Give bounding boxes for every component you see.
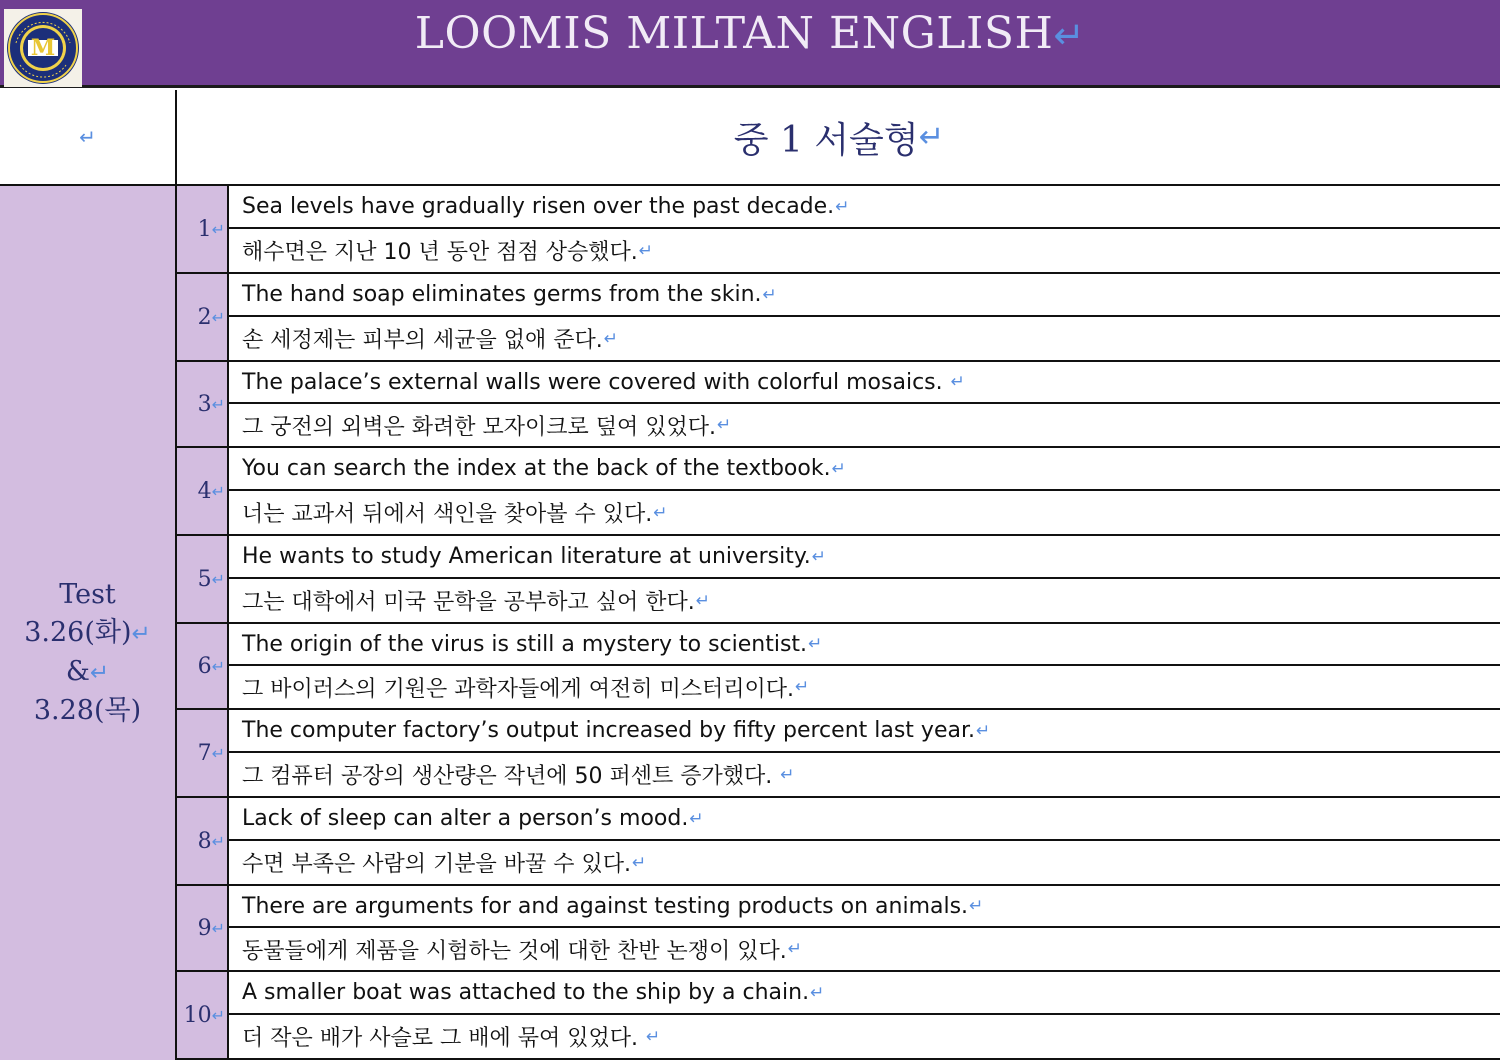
sentence-row <box>177 886 1500 972</box>
item-number: 6 ↵ <box>177 624 229 708</box>
paragraph-mark-icon: ↵ <box>632 852 647 873</box>
item-number: 8 ↵ <box>177 798 229 884</box>
korean-sentence: 너는 교과서 뒤에서 색인을 찾아볼 수 있다. ↵ <box>242 502 668 527</box>
test-date-second: 3.28(목) <box>33 695 142 726</box>
english-sentence: A smaller boat was attached to the ship by a chain. ↵ <box>229 972 1500 1015</box>
paragraph-mark-icon: ↵ <box>645 1026 661 1047</box>
sentence-row <box>177 798 1500 886</box>
item-number: 9 ↵ <box>177 886 229 970</box>
english-sentence: He wants to study American literature at university. ↵ <box>229 536 1500 579</box>
item-number: 2 ↵ <box>177 274 229 360</box>
test-info <box>24 576 151 730</box>
sentence-row <box>177 536 1500 624</box>
paragraph-mark-icon: ↵ <box>211 1005 225 1025</box>
title-row <box>0 90 1500 186</box>
sentence-row <box>177 274 1500 362</box>
english-sentence: The computer factory’s output increased by fifty percent last year. ↵ <box>229 710 1500 753</box>
item-number: 5 ↵ <box>177 536 229 622</box>
test-ampersand: &↵ <box>65 656 110 687</box>
sentence-row <box>177 362 1500 448</box>
paragraph-mark-icon: ↵ <box>975 720 991 741</box>
paragraph-mark-icon: ↵ <box>89 660 110 686</box>
test-date-cell <box>0 186 177 1060</box>
paragraph-mark-icon: ↵ <box>689 808 704 829</box>
paragraph-mark-icon: ↵ <box>717 415 732 435</box>
english-sentence: You can search the index at the back of the textbook. ↵ <box>229 448 1500 491</box>
logo-initial: M <box>30 35 56 61</box>
paragraph-mark-icon: ↵ <box>795 677 810 697</box>
paragraph-mark-icon: ↵ <box>780 764 795 785</box>
title-left-cell <box>0 90 177 184</box>
korean-sentence: 해수면은 지난 10 년 동안 점점 상승했다. ↵ <box>242 240 653 265</box>
paragraph-mark-icon: ↵ <box>211 918 225 938</box>
paragraph-mark-icon: ↵ <box>211 394 225 414</box>
paragraph-mark-icon: ↵ <box>969 896 984 916</box>
test-date-first: 3.26(화)↵ <box>24 617 151 648</box>
english-sentence: The palace’s external walls were covered with colorful mosaics. ↵ <box>229 362 1500 404</box>
paragraph-mark-icon: ↵ <box>808 634 823 654</box>
paragraph-mark-icon: ↵ <box>211 307 225 327</box>
paragraph-mark-icon: ↵ <box>787 939 802 959</box>
paragraph-mark-icon: ↵ <box>211 831 225 851</box>
paragraph-mark-icon: ↵ <box>653 502 668 523</box>
page-title-text: 중 1 서술형 <box>733 119 919 161</box>
paragraph-mark-icon: ↵ <box>695 590 710 611</box>
sentence-row <box>177 186 1500 274</box>
item-number: 7 ↵ <box>177 710 229 796</box>
sentence-row <box>177 624 1500 710</box>
korean-sentence: 동물들에게 제품을 시험하는 것에 대한 찬반 논쟁이 있다. ↵ <box>242 938 802 964</box>
page-title <box>178 90 1500 184</box>
korean-sentence: 그 컴퓨터 공장의 생산량은 작년에 50 퍼센트 증가했다. ↵ <box>242 764 795 789</box>
paragraph-mark-icon: ↵ <box>1053 13 1086 57</box>
korean-sentence: 더 작은 배가 사슬로 그 배에 묶여 있었다. ↵ <box>242 1026 661 1051</box>
paragraph-mark-icon: ↵ <box>918 119 945 155</box>
paragraph-mark-icon: ↵ <box>810 982 825 1003</box>
paragraph-mark-icon: ↵ <box>638 240 653 261</box>
sentence-row <box>177 448 1500 536</box>
english-sentence: The hand soap eliminates germs from the skin. ↵ <box>229 274 1500 317</box>
header-title-text: LOOMIS MILTAN ENGLISH <box>414 8 1054 59</box>
paragraph-mark-icon: ↵ <box>831 458 846 479</box>
item-number: 4 ↵ <box>177 448 229 534</box>
header-title <box>0 8 1500 59</box>
paragraph-mark-icon: ↵ <box>79 125 96 149</box>
sentence-row <box>177 972 1500 1060</box>
item-number: 10 ↵ <box>177 972 229 1058</box>
english-sentence: There are arguments for and against testing products on animals. ↵ <box>229 886 1500 928</box>
english-sentence: Lack of sleep can alter a person’s mood. ↵ <box>229 798 1500 841</box>
paragraph-mark-icon: ↵ <box>835 196 850 217</box>
english-sentence: Sea levels have gradually risen over the past decade. ↵ <box>229 186 1500 229</box>
paragraph-mark-icon: ↵ <box>211 743 225 763</box>
paragraph-mark-icon: ↵ <box>131 621 151 647</box>
paragraph-mark-icon: ↵ <box>762 284 777 305</box>
paragraph-mark-icon: ↵ <box>811 546 826 567</box>
english-sentence: The origin of the virus is still a mystery to scientist. ↵ <box>229 624 1500 666</box>
paragraph-mark-icon: ↵ <box>603 328 618 349</box>
sentence-row <box>177 710 1500 798</box>
paragraph-mark-icon: ↵ <box>211 656 225 676</box>
item-number: 1 ↵ <box>177 186 229 272</box>
item-number: 3 ↵ <box>177 362 229 446</box>
paragraph-mark-icon: ↵ <box>211 481 225 501</box>
header-bar <box>0 0 1500 88</box>
paragraph-mark-icon: ↵ <box>950 372 965 392</box>
korean-sentence: 그 바이러스의 기원은 과학자들에게 여전히 미스터리이다. ↵ <box>242 676 810 702</box>
paragraph-mark-icon: ↵ <box>211 569 225 589</box>
korean-sentence: 그는 대학에서 미국 문학을 공부하고 싶어 한다. ↵ <box>242 590 710 615</box>
paragraph-mark-icon: ↵ <box>211 219 225 239</box>
sentence-list <box>177 186 1500 1060</box>
test-label: Test <box>59 579 116 610</box>
korean-sentence: 손 세정제는 피부의 세균을 없애 준다. ↵ <box>242 328 618 353</box>
korean-sentence: 그 궁전의 외벽은 화려한 모자이크로 덮여 있었다. ↵ <box>242 414 732 440</box>
korean-sentence: 수면 부족은 사람의 기분을 바꿀 수 있다. ↵ <box>242 852 647 877</box>
